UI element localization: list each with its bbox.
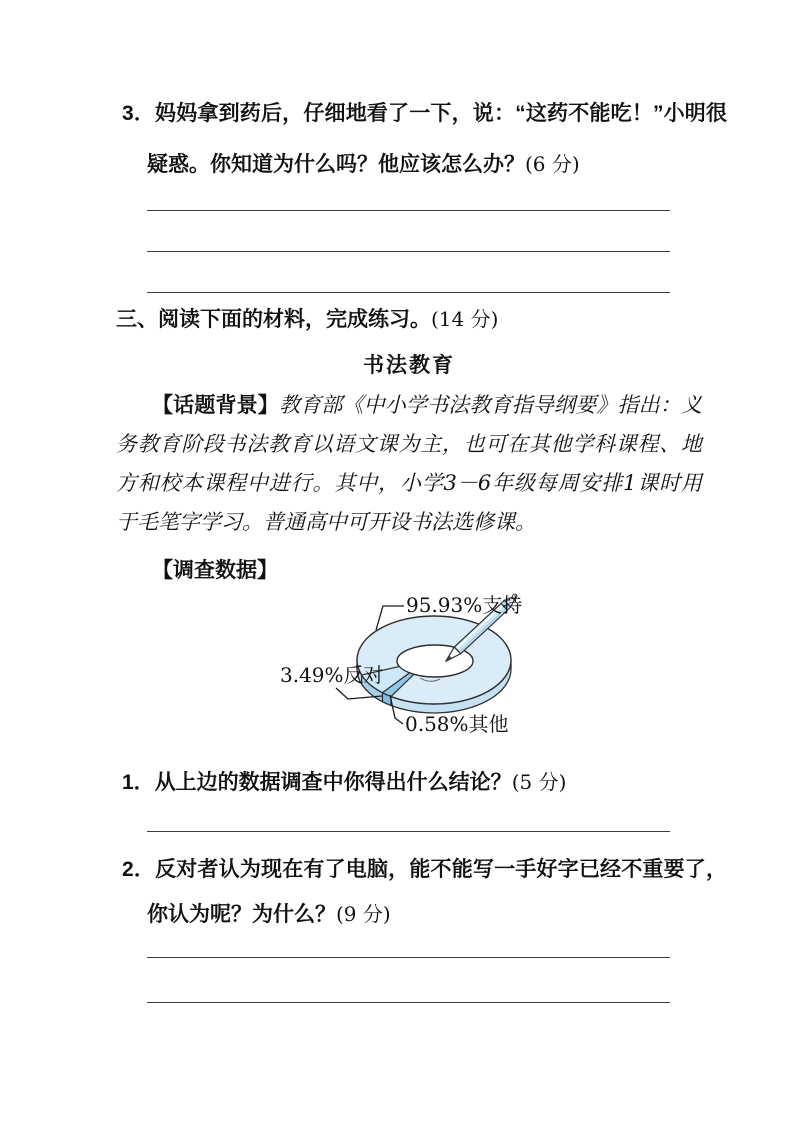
question-2 xyxy=(122,847,727,937)
survey-data-label: 【调查数据】 xyxy=(152,559,278,582)
answer-line xyxy=(147,831,670,832)
question-number: 2． xyxy=(122,858,156,881)
question-1 xyxy=(122,765,727,800)
answer-line xyxy=(147,1002,670,1003)
question-number: 1． xyxy=(122,771,155,794)
answer-line xyxy=(147,292,670,293)
question-text: 反对者认为现在有了电脑，能不能写一手好字已经不重要了，你认为呢？为什么？ xyxy=(147,858,727,926)
background-text: 教育部《中小学书法教育指导纲要》指出：义务教育阶段书法教育以语文课为主，也可在其他学科课程、地方和校本课程中进行。其中，小学3－6年级每周安排1课时用于毛笔字学习。普通高中可开设书法选修课。 xyxy=(116,393,703,534)
question-3 xyxy=(122,89,727,190)
chart-label-oppose: 3.49%反对 xyxy=(280,663,384,687)
question-text: 妈妈拿到药后，仔细地看了一下，说：“这药不能吃！”小明很疑惑。你知道为什么吗？他应该怎么办？ xyxy=(147,102,727,176)
question-text: 从上边的数据调查中你得出什么结论？ xyxy=(154,771,512,794)
question-score: (9 分) xyxy=(336,902,391,926)
donut-chart xyxy=(270,585,570,745)
question-score: (6 分) xyxy=(525,152,580,176)
answer-line xyxy=(147,251,670,252)
section-heading xyxy=(116,302,702,337)
passage-title: 书法教育 xyxy=(363,354,455,377)
question-score: (5 分) xyxy=(511,770,567,794)
background-paragraph xyxy=(116,386,702,542)
chart-label-other: 0.58%其他 xyxy=(405,712,509,736)
section-heading-text: 三、阅读下面的材料，完成练习。 xyxy=(116,308,431,331)
answer-line xyxy=(147,210,670,211)
section-score: (14 分) xyxy=(431,307,499,331)
question-number: 3． xyxy=(122,102,156,125)
background-label: 【话题背景】 xyxy=(152,394,279,417)
chart-label-support: 95.93%支持 xyxy=(406,593,523,617)
answer-line xyxy=(147,957,670,958)
